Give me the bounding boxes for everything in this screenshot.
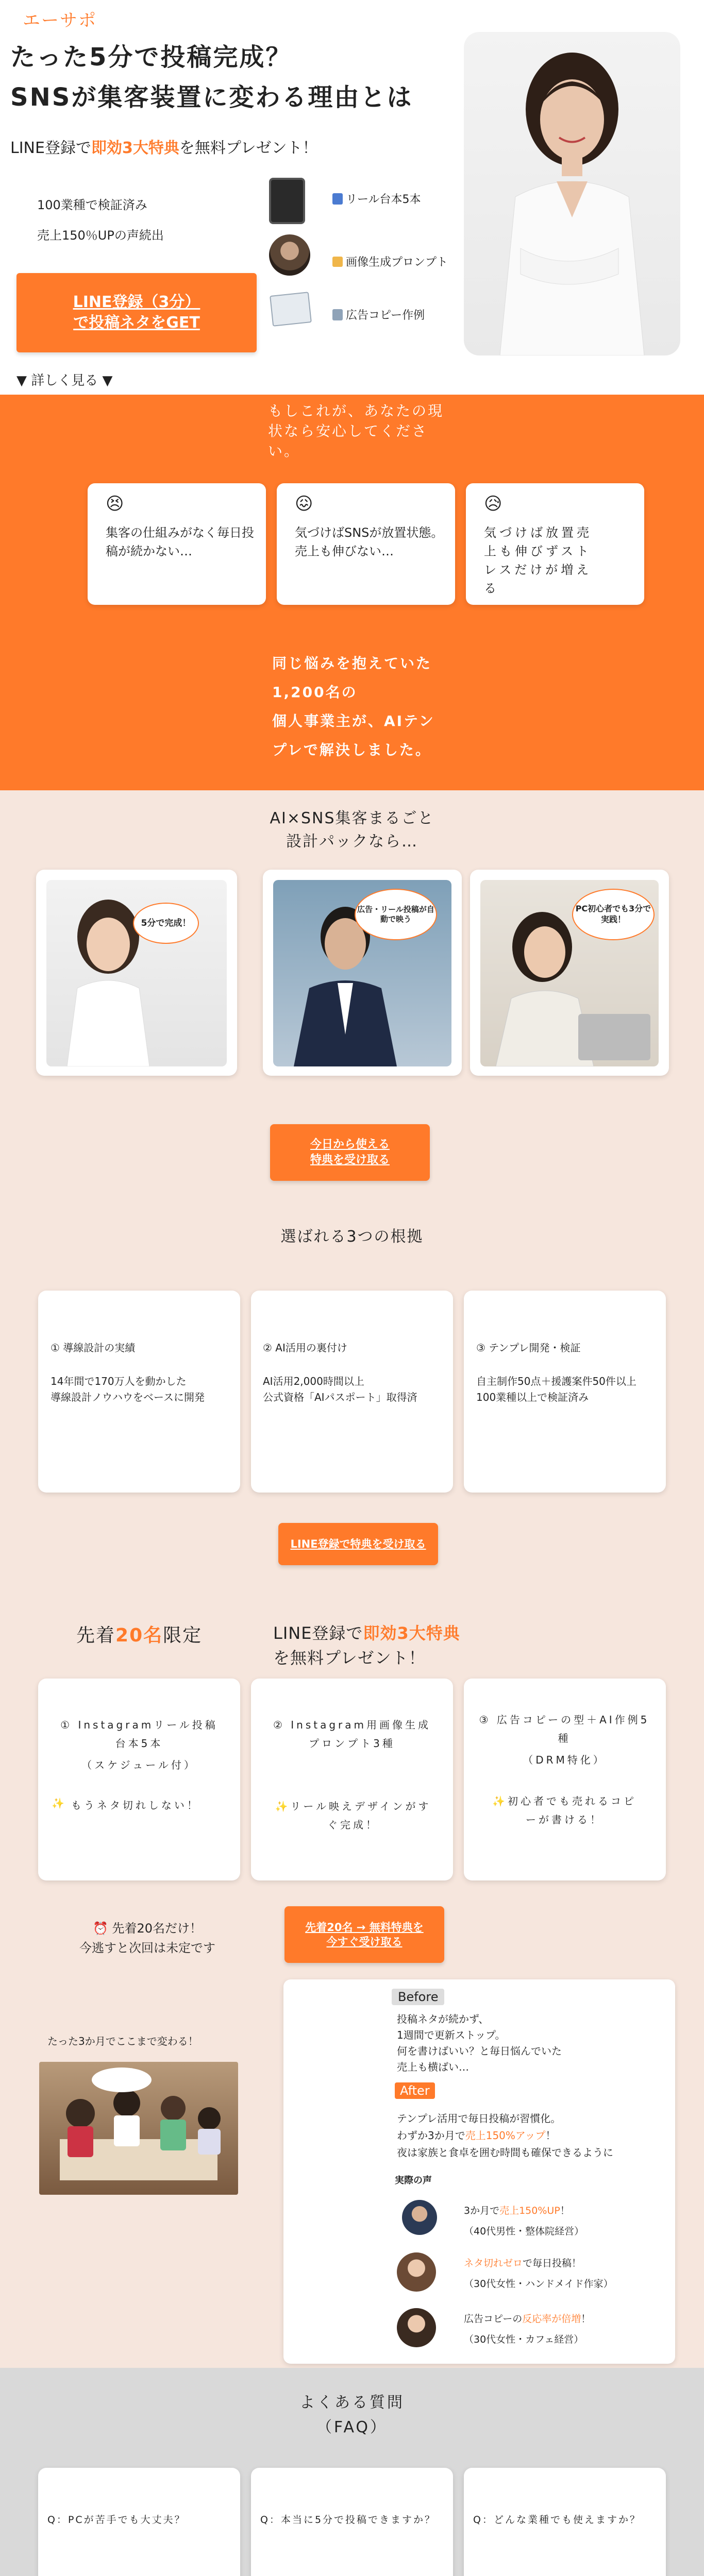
offer-note-text-3: 初心者でも売れるコピーが書ける！ xyxy=(507,1795,636,1826)
reason-head-2: ② AI活用の裏付け xyxy=(263,1342,347,1354)
before-line-2: 1週間で更新ストップ。 xyxy=(397,2029,506,2041)
benefit-item-1 xyxy=(332,191,421,207)
reason-body-2a: AI活用2,000時間以上 xyxy=(263,1375,364,1387)
reason-body-3a: 自主制作50点＋援護案件50件以上 xyxy=(476,1375,636,1387)
reason-head-3: ③ テンプレ開発・検証 xyxy=(476,1342,581,1354)
voice-2 xyxy=(464,2253,613,2295)
voice-1-prefix: 3か月で xyxy=(464,2205,500,2216)
offer-sub-1: （スケジュール付） xyxy=(81,1759,197,1771)
voice-3-prefix: 広告コピーの xyxy=(464,2313,523,2325)
hero-subtitle-accent: 即効3大特典 xyxy=(91,139,179,157)
worry-intro: もしこれが、あなたの現状なら安心してください。 xyxy=(268,402,444,460)
ba-left-caption: たった3か月でここまで変わる！ xyxy=(47,2035,198,2047)
voice-avatar-2 xyxy=(397,2252,436,2292)
logo[interactable]: エーサポ xyxy=(23,10,97,31)
sparkle-icon: ✨ xyxy=(275,1800,291,1812)
pack-cta-line2: 特典を受け取る xyxy=(310,1154,390,1166)
voice-1-accent: 売上150%UP xyxy=(499,2205,560,2216)
hero-proof-1: 100業種で検証済み xyxy=(37,198,147,212)
benefit-label-1: リール台本5本 xyxy=(346,193,421,206)
voice-3 xyxy=(464,2309,591,2350)
faq-q-1[interactable]: Q：PCが苦手でも大丈夫？ xyxy=(47,2514,186,2526)
faq-title-line1: よくある質問 xyxy=(299,2394,405,2412)
worry-solution-line3: 個人事業主が、AIテン xyxy=(272,713,435,730)
worry-solution xyxy=(272,649,435,765)
offer-note-2 xyxy=(273,1797,433,1834)
worry-solution-line2: 1,200名の xyxy=(272,684,358,701)
after-line-2-prefix: わずか3か月で xyxy=(397,2129,465,2142)
voices-title: 実際の声 xyxy=(395,2175,432,2186)
offer-right-accent: 即効3大特典 xyxy=(363,1623,460,1643)
offer-right-line1 xyxy=(273,1621,460,1646)
pack-cta-button[interactable] xyxy=(270,1124,430,1181)
pack-bubble-text-2: 広告・リール投稿が自動で映う xyxy=(357,904,434,924)
faq-q-2[interactable]: Q：本当に5分で投稿できますか？ xyxy=(260,2514,437,2526)
pack-bubble-text-1: 5分で完成！ xyxy=(141,918,191,928)
offer-sub-3: （DRM特化） xyxy=(523,1754,606,1766)
voice-1-suffix: ！ xyxy=(560,2205,570,2216)
offer-note-text-1: もうネタ切れしない！ xyxy=(71,1799,200,1811)
after-line-2-accent: 売上150%アップ xyxy=(465,2129,546,2142)
hero-title-line1: たった5分で投稿完成？ xyxy=(10,43,292,72)
sparkle-icon: ✨ xyxy=(52,1797,67,1809)
reason-body-2b: 公式資格「AIパスポート」取得済 xyxy=(263,1391,417,1403)
offer-note-1 xyxy=(52,1797,200,1812)
document-icon xyxy=(332,309,343,320)
after-line-2 xyxy=(397,2127,613,2144)
offer-cta-line2: 今すぐ受け取る xyxy=(326,1936,403,1948)
hero-subtitle xyxy=(10,135,318,158)
hero-proof-2: 売上150％UPの声続出 xyxy=(37,228,164,243)
offer-limit-heading xyxy=(76,1621,202,1647)
benefit-item-3 xyxy=(332,307,425,323)
worry-emoji-1: 😣 xyxy=(106,494,124,514)
after-line-2-suffix: ！ xyxy=(545,2129,556,2142)
faq-title-line2: （FAQ） xyxy=(316,2418,388,2436)
worry-emoji-2: 😖 xyxy=(295,494,313,514)
clipboard-icon xyxy=(332,193,343,205)
worry-text-2: 気づけばSNSが放置状態。売上も伸びない… xyxy=(295,526,444,558)
pack-title xyxy=(0,807,704,853)
woman-illustration xyxy=(464,32,680,355)
voice-3-quote xyxy=(464,2309,591,2330)
offer-right-line2: を無料プレゼント！ xyxy=(273,1648,426,1668)
offer-timer-line2: 今逃すと次回は未定です xyxy=(79,1941,215,1956)
reason-body-1b: 導線設計ノウハウをベースに開発 xyxy=(51,1391,205,1403)
reasons-cta-label: LINE登録で特典を受け取る xyxy=(290,1537,426,1550)
offer-limit-suffix: 限定 xyxy=(163,1625,203,1646)
before-line-3: 何を書けばいい？と毎日悩んでいた xyxy=(397,2045,562,2057)
before-line-4: 売上も横ばい… xyxy=(397,2061,469,2073)
benefit-item-2 xyxy=(332,253,448,269)
worry-solution-line1: 同じ悩みを抱えていた xyxy=(272,655,432,672)
offer-head-2: ② Instagram用画像生成プロンプト3種 xyxy=(273,1719,431,1750)
after-label: After xyxy=(395,2082,435,2099)
offer-right-prefix: LINE登録で xyxy=(273,1623,363,1643)
reasons-cta-button[interactable] xyxy=(278,1523,438,1565)
voice-1-who: （40代男性・整体院経営） xyxy=(464,2225,584,2237)
image-icon xyxy=(332,257,343,267)
hero-subtitle-prefix: LINE登録で xyxy=(10,139,91,157)
voice-3-suffix: ！ xyxy=(581,2313,591,2325)
hero-cta-line1: LINE登録（3分） xyxy=(73,293,200,311)
benefit-thumb-doc xyxy=(270,292,312,327)
voice-3-accent: 反応率が倍増 xyxy=(522,2313,581,2325)
hero-line-register-button[interactable] xyxy=(16,273,257,352)
pack-bubble-text-3: PC初心者でも3分で実践！ xyxy=(575,904,651,924)
hero-subtitle-suffix: を無料プレゼント！ xyxy=(179,139,318,157)
worry-solution-line4: プレで解決しました。 xyxy=(272,741,431,758)
alarm-clock-icon: ⏰ xyxy=(92,1921,108,1936)
voice-2-who: （30代女性・ハンドメイド作家） xyxy=(464,2278,613,2290)
before-line-1: 投稿ネタが続かず、 xyxy=(397,2013,489,2025)
voice-2-quote xyxy=(464,2253,613,2274)
worry-text-1: 集客の仕組みがなく毎日投稿が続かない… xyxy=(106,526,254,558)
voice-avatar-1 xyxy=(402,2200,437,2235)
offer-card-1 xyxy=(38,1679,240,1880)
offer-timer-text1: 先着20名だけ！ xyxy=(112,1921,203,1936)
before-label: Before xyxy=(392,1989,444,2005)
offer-note-3 xyxy=(487,1792,642,1829)
hero-title-line2: SNSが集客装置に変わる理由とは xyxy=(10,83,413,112)
voice-1 xyxy=(464,2201,584,2242)
offer-card-3 xyxy=(464,1679,666,1880)
reason-body-3b: 100業種以上で検証済み xyxy=(476,1391,589,1403)
pack-title-line2: 設計パックなら… xyxy=(286,833,418,851)
after-line-1: テンプレ活用で毎日投稿が習慣化。 xyxy=(397,2112,561,2125)
offer-right-heading xyxy=(273,1621,460,1670)
worry-emoji-3: 😥 xyxy=(484,494,502,514)
offer-head-1: ① Instagramリール投稿台本5本 xyxy=(60,1719,218,1750)
offer-head-3: ③ 広告コピーの型＋AI作例5種 xyxy=(479,1714,650,1744)
pack-photo-1 xyxy=(46,880,227,1066)
offer-cta-line1: 先着20名 → 無料特典を xyxy=(305,1921,424,1934)
ba-family-photo xyxy=(39,2062,238,2195)
pack-bubble-2 xyxy=(355,889,437,940)
voice-avatar-3 xyxy=(397,2308,436,2347)
offer-limit-accent: 20名 xyxy=(115,1625,163,1646)
hero-photo xyxy=(464,32,680,355)
voice-2-suffix: で毎日投稿！ xyxy=(523,2258,582,2269)
pack-bubble-3 xyxy=(572,889,655,940)
offer-card-2 xyxy=(251,1679,453,1880)
details-toggle[interactable]: ▼ 詳しく見る ▼ xyxy=(16,373,113,388)
reasons-title: 選ばれる3つの根拠 xyxy=(280,1228,424,1246)
after-line-3: 夜は家族と食卓を囲む時間も確保できるように xyxy=(397,2146,613,2159)
benefit-thumb-person xyxy=(269,234,310,276)
reason-head-1: ① 導線設計の実績 xyxy=(51,1342,136,1354)
pack-cta-line1: 今日から使える xyxy=(310,1138,390,1151)
faq-title xyxy=(0,2391,704,2440)
after-text xyxy=(397,2110,613,2161)
sparkle-icon: ✨ xyxy=(492,1795,508,1807)
benefit-thumb-phone xyxy=(269,178,305,224)
pack-bubble-1 xyxy=(133,903,199,944)
voice-1-quote xyxy=(464,2201,584,2222)
offer-note-text-2: リール映えデザインがすぐ完成！ xyxy=(290,1800,431,1831)
hero-cta-line2: で投稿ネタをGET xyxy=(73,314,200,332)
offer-limit-prefix: 先着 xyxy=(76,1625,116,1646)
reason-body-1a: 14年間で170万人を動かした xyxy=(51,1375,187,1387)
offer-timer xyxy=(75,1919,220,1958)
benefit-label-3: 広告コピー作例 xyxy=(346,309,425,322)
voice-2-accent: ネタ切れゼロ xyxy=(464,2258,523,2269)
voice-3-who: （30代女性・カフェ経営） xyxy=(464,2333,584,2345)
worry-text-3: 気づけば放置売上も伸びずストレスだけが増える xyxy=(484,526,592,596)
offer-timer-line1 xyxy=(75,1919,220,1938)
pack-title-line1: AI×SNS集客まるごと xyxy=(270,809,434,827)
faq-q-3[interactable]: Q：どんな業種でも使えますか？ xyxy=(473,2514,641,2526)
before-text xyxy=(397,2011,562,2075)
offer-cta-button[interactable] xyxy=(284,1906,444,1963)
benefit-label-2: 画像生成プロンプト xyxy=(346,256,448,269)
